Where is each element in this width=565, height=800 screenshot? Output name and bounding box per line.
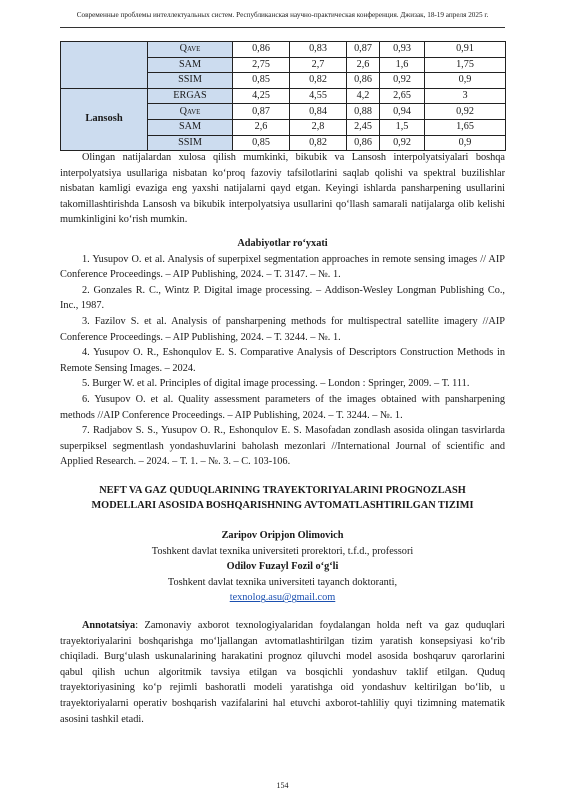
value-cell: 1,6 (380, 57, 425, 73)
reference-item: 4. Yusupov O. R., Eshonqulov E. S. Comparative Analysis of Descriptors Construction Methods in Remote Sensing Images. – 2024. (60, 347, 505, 374)
value-cell: 0,84 (290, 104, 347, 120)
reference-item: 7. Radjabov S. S., Yusupov O. R., Eshonqulov E. S. Masofadan zondlash asosida olingan tasvirlarda superpiksel segmentlash yondashuvlarini baholash mezonlari //International Journal of scientific and Applied Research. – 2024. – Т. 1. – №. 3. – С. 103-106. (60, 425, 505, 468)
value-cell: 1,75 (425, 57, 506, 73)
reference-item: 5. Burger W. et al. Principles of digital image processing. – London : Springer, 2009. – Т. 111. (82, 378, 470, 390)
affiliation-1: Toshkent davlat texnika universiteti prorektori, t.f.d., professori (151, 545, 414, 557)
value-cell: 2,7 (290, 57, 347, 73)
abstract-label: Annotatsiya (82, 620, 136, 632)
value-cell: 2,6 (233, 119, 290, 135)
value-cell: 0,82 (290, 135, 347, 151)
value-cell: 0,86 (347, 135, 380, 151)
value-cell: 0,83 (290, 42, 347, 58)
body-text-block (60, 150, 505, 727)
value-cell: 0,9 (425, 135, 506, 151)
conclusion-paragraph: Olingan natijalardan xulosa qilish mumkinki, bikubik va Lansosh interpolyatsiyalari boshqa interpolyatsiya usullariga nisbatan ko‘proq fazoviy tafsilotlarini saqlab qolishi va spektral buzilishlar nisbatan kamligi evaziga eng yaxshi natijalarni qayd etgan. Keyingi ishlarda pansharpening usullarini takomillashtirishda Lansosh va bikubik interpolyatsiya usullarini qo‘llash samarali natijalarga olib kelishi mumkinligini ko‘rish mumkin. (60, 152, 505, 226)
abstract-text: : Zamonaviy axborot texnologiyalaridan foydalangan holda neft va gaz quduqlari trayektoriyalarini boshqarishga mo‘ljallangan avtomatlashtirilgan tizim yaratish konsepsiyasi ko‘rib chiqiladi. Burg‘ulash uskunalarining harakatini prognoz qiluvchi model asosida boshqaruv qarorlarini qabul qilish uchun algoritmik tavsiya etilgan va bosqichli yondashuv taklif etilgan. Quduq trayektoriyasining ko‘p rejimli bashoratli modeli yaratishga oid yondashuv keltirilgan bo‘lib, u trayektoriyalarni operativ boshqarish vazifalarini hal etuvchi axborot-tahliliy quyi tizimning matematik asosini tashkil etadi. (60, 620, 505, 725)
value-cell: 0,87 (347, 42, 380, 58)
value-cell: 1,65 (425, 119, 506, 135)
value-cell: 1,5 (380, 119, 425, 135)
metrics-table (60, 41, 506, 151)
author-1: Zaripov Oripjon Olimovich (221, 530, 344, 542)
value-cell: 0,92 (380, 73, 425, 89)
email-link[interactable]: texnolog.asu@gmail.com (229, 592, 336, 604)
value-cell: 4,55 (290, 88, 347, 104)
value-cell: 0,85 (233, 73, 290, 89)
abstract-paragraph (60, 618, 505, 727)
metric-cell: SSIM (148, 135, 233, 151)
value-cell: 0,94 (380, 104, 425, 120)
value-cell: 3 (425, 88, 506, 104)
value-cell: 0,9 (425, 73, 506, 89)
header-rule (60, 27, 505, 28)
value-cell: 0,87 (233, 104, 290, 120)
value-cell: 0,93 (380, 42, 425, 58)
value-cell: 2,65 (380, 88, 425, 104)
reference-item: 1. Yusupov O. et al. Analysis of superpixel segmentation approaches in remote sensing images // AIP Conference Proceedings. – AIP Publishing, 2024. – Т. 3147. – №. 1. (60, 253, 505, 281)
value-cell: 0,85 (233, 135, 290, 151)
metric-cell: QAVE (148, 42, 233, 58)
reference-item: 2. Gonzales R. C., Wintz P. Digital image processing. – Addison-Wesley Longman Publishing Co., Inc., 1987. (60, 284, 505, 312)
metric-cell: QAVE (148, 104, 233, 120)
value-cell: 0,92 (425, 104, 506, 120)
metric-cell: SAM (148, 119, 233, 135)
metric-cell: SAM (148, 57, 233, 73)
method-cell: Lansosh (61, 88, 148, 150)
metric-cell: SSIM (148, 73, 233, 89)
running-header: Современные проблемы интеллектуальных систем. Республиканская научно-практическая конференция. Джизак, 18-19 апреля 2025 г. (76, 11, 489, 19)
article-title-line1: NEFT VA GAZ QUDUQLARINING TRAYEKTORIYALARINI PROGNOZLASH (99, 484, 466, 496)
method-cell-continued (61, 42, 148, 89)
value-cell: 2,75 (233, 57, 290, 73)
value-cell: 2,45 (347, 119, 380, 135)
references-list (60, 252, 505, 470)
value-cell: 2,6 (347, 57, 380, 73)
value-cell: 0,88 (347, 104, 380, 120)
references-heading: Adabiyotlar ro‘yxati (237, 237, 328, 249)
table-row (61, 42, 506, 58)
affiliation-2: Toshkent davlat texnika universiteti tayanch doktoranti, (167, 576, 398, 588)
value-cell: 0,86 (233, 42, 290, 58)
value-cell: 0,91 (425, 42, 506, 58)
reference-item: 3. Fazilov S. et al. Analysis of pansharpening methods for multispectral satellite imagery //AIP Conference Proceedings. – AIP Publishing, 2024. – Т. 3244. – №. 1. (60, 315, 505, 343)
value-cell: 0,92 (380, 135, 425, 151)
value-cell: 2,8 (290, 119, 347, 135)
metric-cell: ERGAS (148, 88, 233, 104)
value-cell: 4,2 (347, 88, 380, 104)
article-title-line2: MODELLARI ASOSIDA BOSHQARISHNING AVTOMATLASHTIRILGAN TIZIMI (91, 500, 474, 512)
author-2: Odilov Fuzayl Fozil o‘g‘li (226, 561, 339, 573)
value-cell: 4,25 (233, 88, 290, 104)
reference-item: 6. Yusupov O. et al. Quality assessment parameters of the images obtained with pansharpening methods //AIP Conference Proceedings. – AIP Publishing, 2024. – Т. 3244. – №. 1. (60, 393, 505, 421)
value-cell: 0,82 (290, 73, 347, 89)
table-row (61, 88, 506, 104)
value-cell: 0,86 (347, 73, 380, 89)
page-number: 154 (276, 781, 289, 790)
